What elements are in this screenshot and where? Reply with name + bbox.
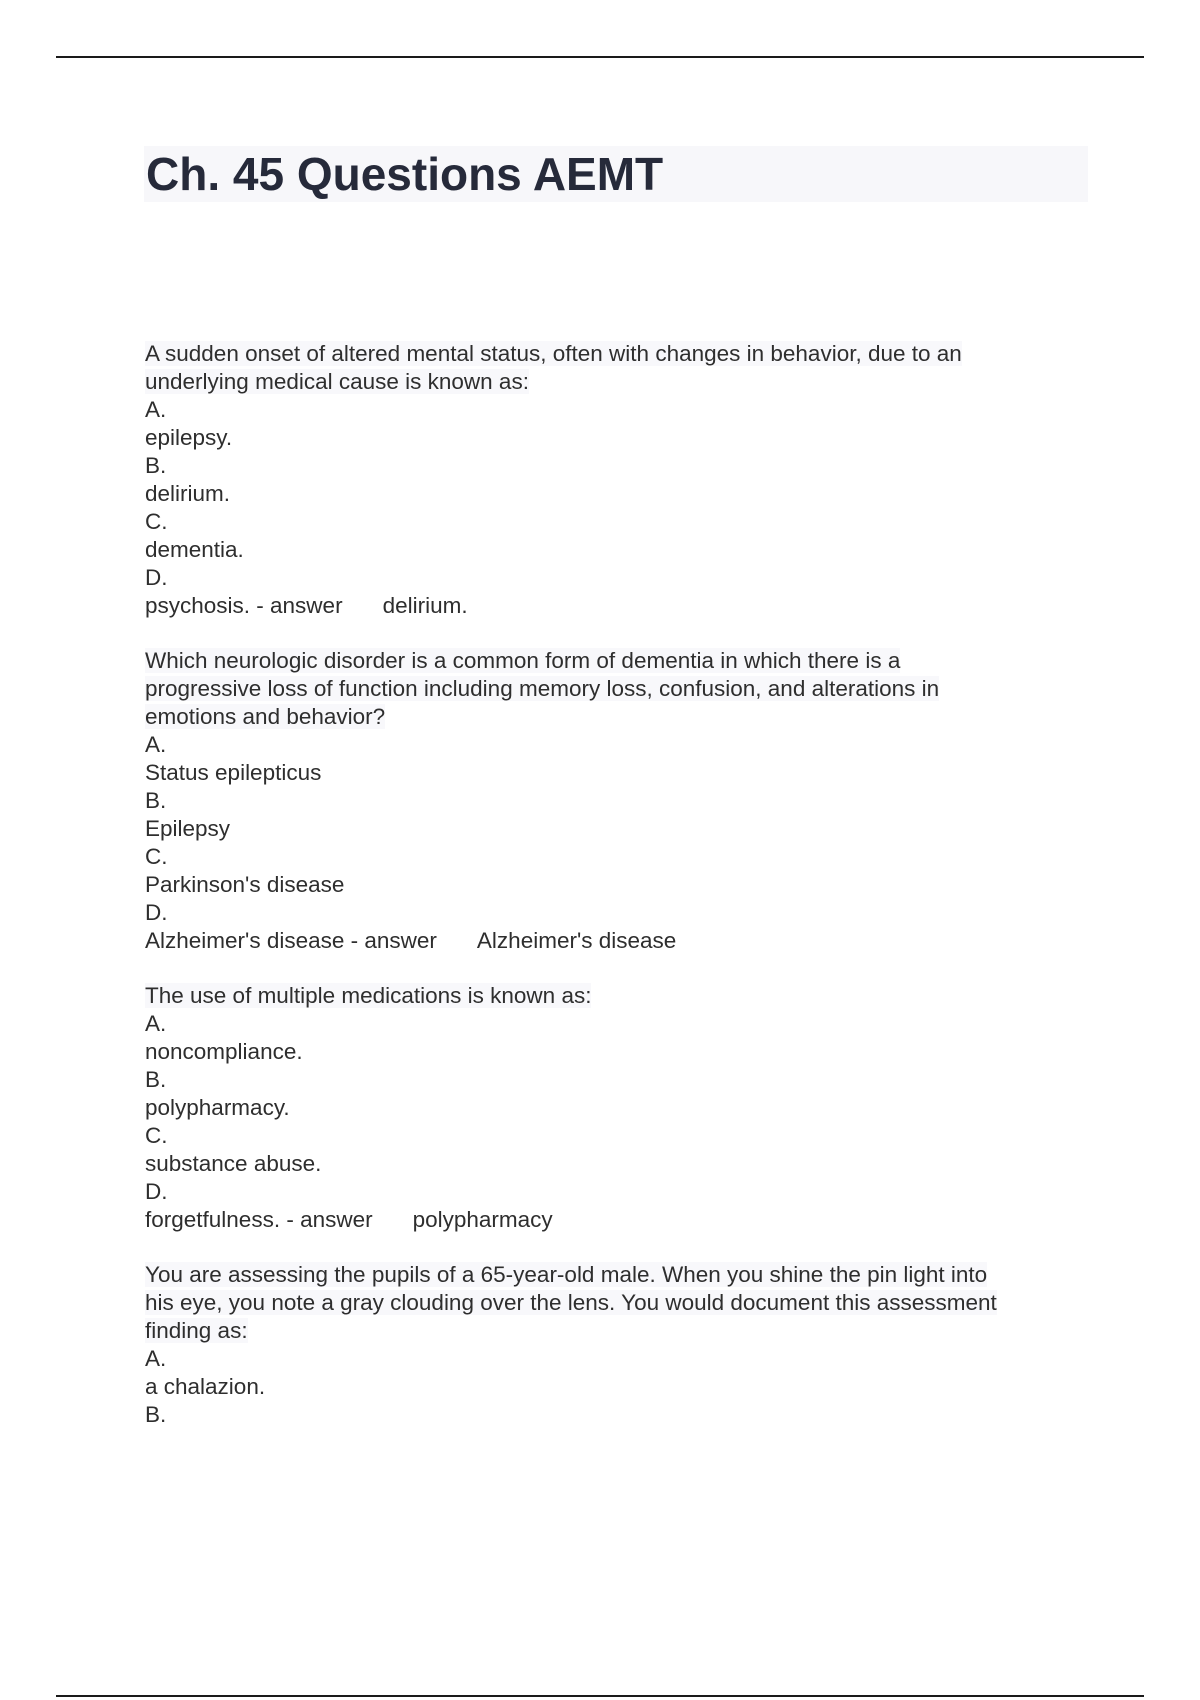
question-stem-line: underlying medical cause is known as: xyxy=(145,369,529,394)
question-stem-line: You are assessing the pupils of a 65-year-old male. When you shine the pin light into xyxy=(145,1262,988,1287)
answer-text: delirium. xyxy=(382,593,468,618)
option-text: delirium. xyxy=(145,481,231,506)
question-stem-line: progressive loss of function including memory loss, confusion, and alterations in xyxy=(145,676,940,701)
option-letter: A. xyxy=(145,732,167,757)
option-text: Alzheimer's disease - answer xyxy=(145,928,437,953)
question-1 xyxy=(145,340,1085,620)
title-block xyxy=(144,146,1088,202)
answer-text: polypharmacy xyxy=(412,1207,553,1232)
question-list xyxy=(145,340,1085,1456)
option-letter: A. xyxy=(145,1346,167,1371)
top-rule xyxy=(56,56,1144,58)
question-stem-line: his eye, you note a gray clouding over the lens. You would document this assessment xyxy=(145,1290,997,1315)
bottom-rule xyxy=(56,1695,1144,1697)
option-letter: B. xyxy=(145,788,167,813)
option-letter: D. xyxy=(145,565,168,590)
option-letter: D. xyxy=(145,900,168,925)
option-letter: C. xyxy=(145,1123,168,1148)
option-text: polypharmacy. xyxy=(145,1095,290,1120)
option-text: a chalazion. xyxy=(145,1374,266,1399)
question-stem-line: emotions and behavior? xyxy=(145,704,386,729)
question-stem-line: Which neurologic disorder is a common form of dementia in which there is a xyxy=(145,648,901,673)
option-letter: A. xyxy=(145,1011,167,1036)
option-text: epilepsy. xyxy=(145,425,233,450)
option-text: Epilepsy xyxy=(145,816,231,841)
option-text: dementia. xyxy=(145,537,244,562)
question-stem-line: A sudden onset of altered mental status, often with changes in behavior, due to an xyxy=(145,341,962,366)
option-text: substance abuse. xyxy=(145,1151,322,1176)
question-3 xyxy=(145,982,1085,1234)
question-stem-line: The use of multiple medications is known as: xyxy=(145,983,592,1008)
option-letter: B. xyxy=(145,453,167,478)
option-letter: B. xyxy=(145,1402,167,1427)
option-text: noncompliance. xyxy=(145,1039,303,1064)
option-letter: A. xyxy=(145,397,167,422)
option-text: psychosis. - answer xyxy=(145,593,343,618)
option-letter: C. xyxy=(145,509,168,534)
page-title: Ch. 45 Questions AEMT xyxy=(146,148,664,200)
option-letter: C. xyxy=(145,844,168,869)
option-letter: D. xyxy=(145,1179,168,1204)
answer-text: Alzheimer's disease xyxy=(476,928,677,953)
question-4 xyxy=(145,1261,1085,1429)
option-text: forgetfulness. - answer xyxy=(145,1207,373,1232)
option-text: Status epilepticus xyxy=(145,760,322,785)
question-stem-line: finding as: xyxy=(145,1318,248,1343)
question-2 xyxy=(145,647,1085,955)
option-text: Parkinson's disease xyxy=(145,872,345,897)
option-letter: B. xyxy=(145,1067,167,1092)
